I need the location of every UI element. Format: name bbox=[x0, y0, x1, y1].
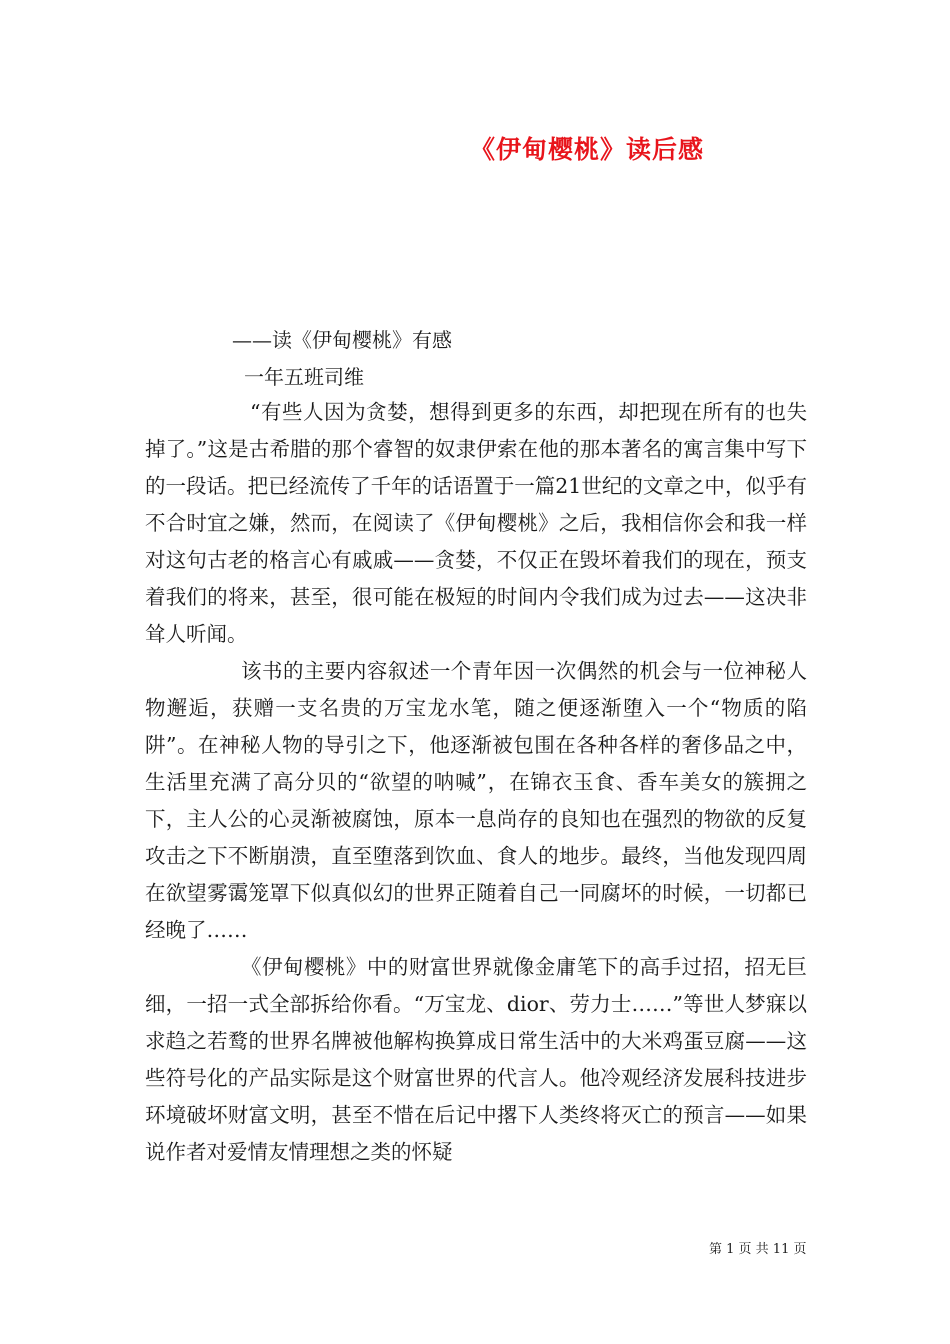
document-subtitle: ——读《伊甸樱桃》有感 bbox=[232, 328, 452, 352]
paragraph-3: 《伊甸樱桃》中的财富世界就像金庸笔下的高手过招，招无巨细，一招一式全部拆给你看。“万宝龙、dior、劳力士……”等世人梦寐以求趋之若鹜的世界名牌被他解构换算成日常生活中的大米鸡蛋豆腐——这些符号化的产品实际是这个财富世界的代言人。他冷观经济发展科技进步环境破坏财富文明，甚至不惜在后记中撂下人类终将灭亡的预言——如果说作者对爱情友情理想之类的怀疑 bbox=[145, 955, 807, 1164]
author-line: 一年五班司维 bbox=[244, 365, 364, 389]
page-number-footer: 第 1 页 共 11 页 bbox=[709, 1242, 807, 1257]
paragraph-2: 该书的主要内容叙述一个青年因一次偶然的机会与一位神秘人物邂逅，获赠一支名贵的万宝龙水笔，随之便逐渐堕入一个“物质的陷阱”。在神秘人物的导引之下，他逐渐被包围在各种各样的奢侈品之中，生活里充满了高分贝的“欲望的呐喊”，在锦衣玉食、香车美女的簇拥之下，主人公的心灵渐被腐蚀，原本一息尚存的良知也在强烈的物欲的反复攻击之下不断崩溃，直至堕落到饮血、食人的地步。最终，当他发现四周在欲望雾霭笼罩下似真似幻的世界正随着自己一同腐坏的时候，一切都已经晚了…… bbox=[145, 659, 807, 942]
body-text bbox=[145, 394, 807, 1171]
paragraph-1: “有些人因为贪婪，想得到更多的东西，却把现在所有的也失掉了。”这是古希腊的那个睿智的奴隶伊索在他的那本著名的寓言集中写下的一段话。把已经流传了千年的话语置于一篇21世纪的文章之中，似乎有不合时宜之嫌，然而，在阅读了《伊甸樱桃》之后，我相信你会和我一样对这句古老的格言心有戚戚——贪婪，不仅正在毁坏着我们的现在，预支着我们的将来，甚至，很可能在极短的时间内令我们成为过去——这决非耸人听闻。 bbox=[145, 400, 807, 646]
document-title: 《伊甸樱桃》读后感 bbox=[470, 135, 705, 164]
